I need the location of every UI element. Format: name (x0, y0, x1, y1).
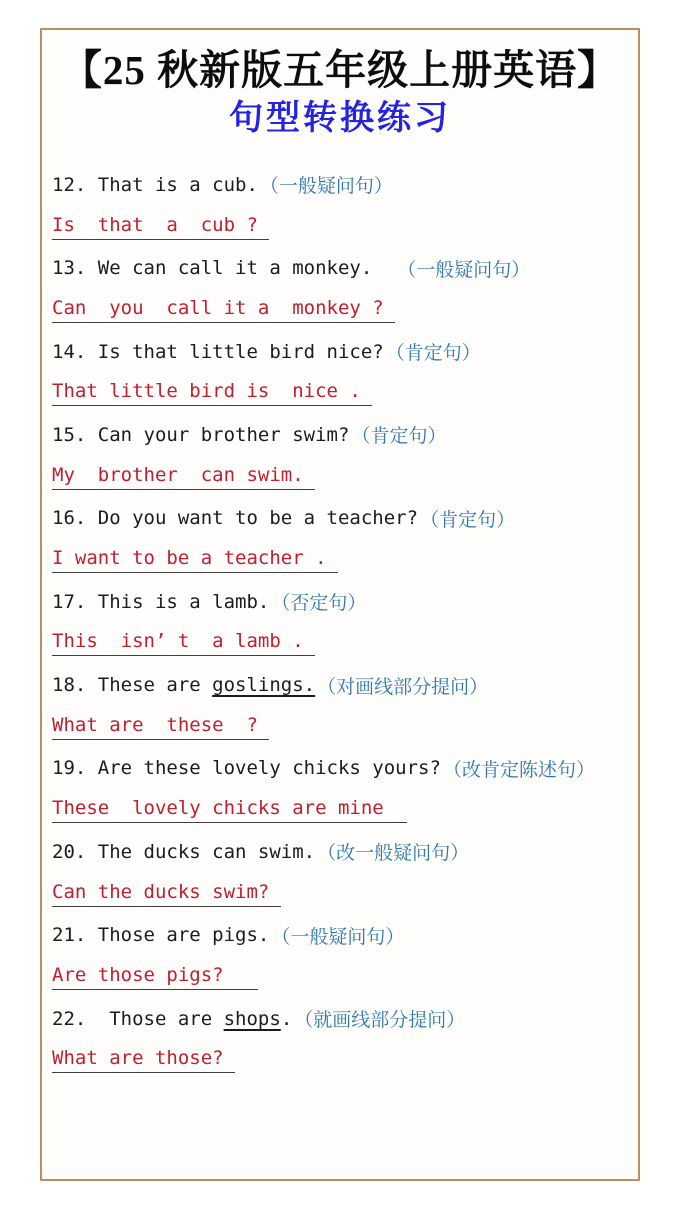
worksheet-subtitle: 句型转换练习 (229, 100, 451, 137)
question-instruction: （对画线部分提问） (317, 676, 489, 698)
question-instruction: （就画线部分提问） (294, 1010, 466, 1032)
answer-line (52, 372, 632, 414)
question-underlined-word: shops (223, 1007, 281, 1030)
answer-text: Can you call it a monkey ? (52, 297, 395, 323)
question-number: 16. (52, 507, 87, 530)
question-text: Do you want to be a teacher? (86, 507, 419, 530)
question-number: 19. (52, 757, 87, 780)
question-number: 12. (52, 173, 87, 196)
question-text: Those are (86, 1007, 224, 1030)
question-number: 18. (52, 674, 87, 697)
question-line (52, 498, 632, 540)
question-text: This is a lamb. (86, 590, 270, 613)
question-text: That is a cub. (86, 173, 258, 196)
answer-line (52, 456, 632, 498)
question-line (52, 414, 632, 456)
question-number: 14. (52, 340, 87, 363)
answer-text: Is that a cub ? (52, 214, 269, 240)
question-number: 17. (52, 590, 87, 613)
answer-text: These lovely chicks are mine (52, 797, 407, 823)
answer-text: Are those pigs? (52, 964, 258, 990)
question-line (52, 748, 632, 790)
answer-text: This isn’ t a lamb . (52, 630, 315, 656)
question-text: Those are pigs. (86, 924, 270, 947)
question-line (52, 998, 632, 1040)
answer-text: Can the ducks swim? (52, 881, 281, 907)
question-number: 21. (52, 924, 87, 947)
question-line (52, 831, 632, 873)
answer-text: That little bird is nice . (52, 380, 372, 406)
answer-line (52, 539, 632, 581)
question-line (52, 914, 632, 956)
question-text: Can your brother swim? (86, 423, 350, 446)
answer-line (52, 706, 632, 748)
question-instruction: （肯定句） (351, 426, 447, 448)
answer-line (52, 206, 632, 248)
question-number: 22. (52, 1007, 87, 1030)
answer-line (52, 289, 632, 331)
question-text: Are these lovely chicks yours? (86, 757, 441, 780)
question-instruction: （一般疑问句） (259, 176, 393, 198)
answer-line (52, 873, 632, 915)
question-number: 13. (52, 257, 87, 280)
worksheet-title: 【25 秋新版五年级上册英语】 (60, 47, 620, 93)
question-instruction: （改肯定陈述句） (442, 759, 595, 781)
worksheet-page (40, 28, 640, 1181)
question-underlined-word: goslings. (212, 674, 316, 697)
question-line (52, 581, 632, 623)
question-instruction: （改一般疑问句） (317, 843, 470, 865)
question-text-after: . (280, 1007, 293, 1030)
answer-text: I want to be a teacher . (52, 547, 338, 573)
question-text: Is that little bird nice? (86, 340, 384, 363)
question-line (52, 247, 632, 289)
answer-line (52, 623, 632, 665)
question-line (52, 664, 632, 706)
question-instruction: （肯定句） (385, 343, 481, 365)
question-instruction: （一般疑问句） (271, 926, 405, 948)
question-text: We can call it a monkey. (86, 257, 396, 280)
question-instruction: （一般疑问句） (397, 259, 531, 281)
question-text: The ducks can swim. (86, 840, 316, 863)
answer-text: What are those? (52, 1047, 235, 1073)
question-instruction: （否定句） (271, 593, 367, 615)
question-line (52, 164, 632, 206)
question-number: 15. (52, 423, 87, 446)
question-line (52, 331, 632, 373)
answer-line (52, 789, 632, 831)
answer-text: My brother can swim. (52, 464, 315, 490)
answer-line (52, 1039, 632, 1081)
question-text: These are (86, 674, 213, 697)
question-list (42, 164, 638, 1081)
question-number: 20. (52, 840, 87, 863)
answer-text: What are these ? (52, 714, 269, 740)
question-instruction: （肯定句） (420, 509, 516, 531)
answer-line (52, 956, 632, 998)
